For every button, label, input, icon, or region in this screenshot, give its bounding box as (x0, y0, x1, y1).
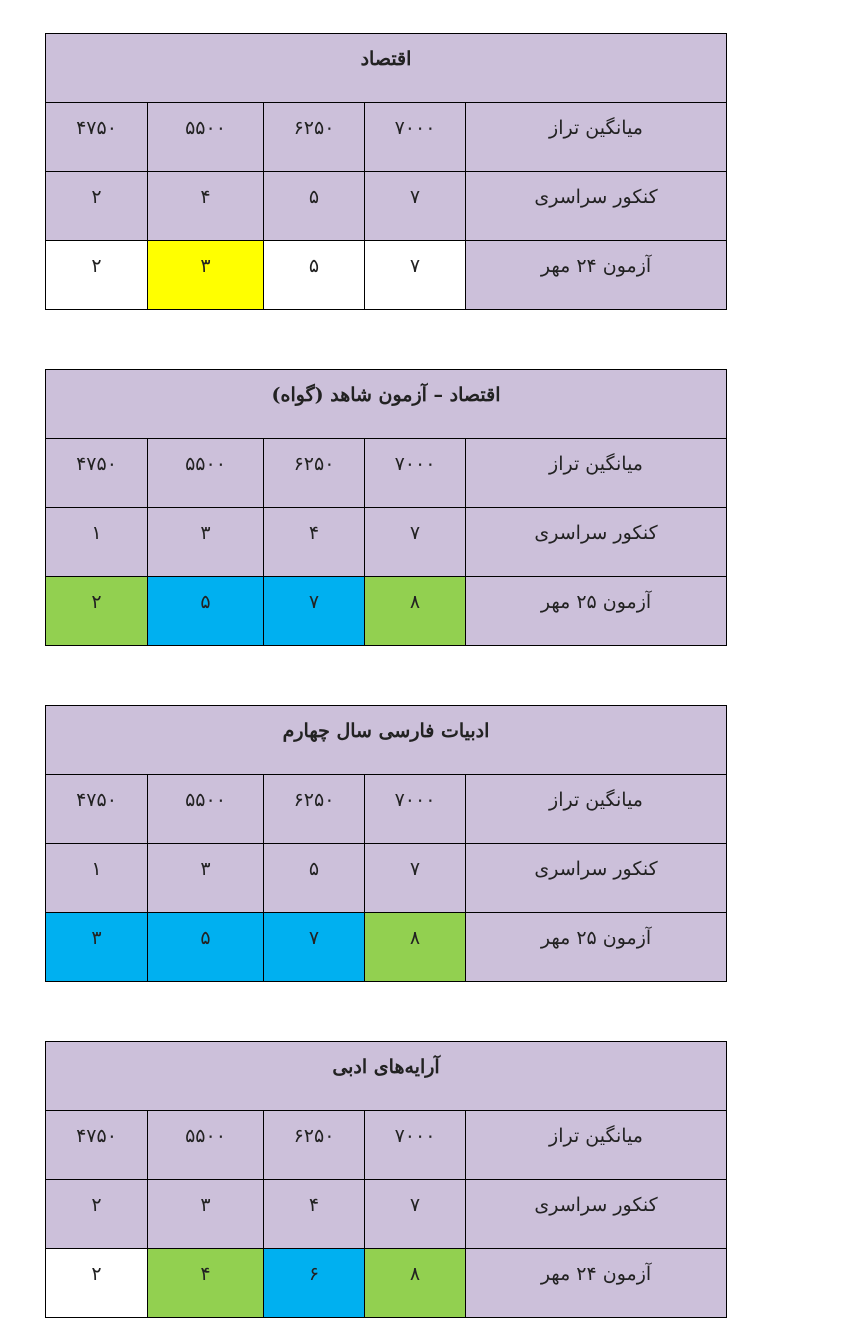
level-cell: ۷۰۰۰ (365, 439, 466, 508)
row-label: کنکور سراسری (466, 1180, 727, 1249)
level-cell: ۵۵۰۰ (148, 103, 264, 172)
level-cell: ۶۲۵۰ (264, 103, 365, 172)
exam-cell: ۵ (264, 241, 365, 310)
row-label: آزمون ۲۵ مهر (466, 913, 727, 982)
level-cell: ۶۲۵۰ (264, 439, 365, 508)
exam-cell: ۴ (148, 1249, 264, 1318)
level-cell: ۷۰۰۰ (365, 775, 466, 844)
konkur-cell: ۱ (46, 844, 148, 913)
konkur-cell: ۳ (148, 1180, 264, 1249)
level-cell: ۴۷۵۰ (46, 439, 148, 508)
table-title: اقتصاد – آزمون شاهد (گواه) (46, 370, 727, 439)
score-table-persian-literature (45, 705, 727, 982)
konkur-cell: ۳ (148, 508, 264, 577)
table-title-row (46, 1042, 727, 1111)
konkur-cell: ۵ (264, 844, 365, 913)
konkur-cell: ۴ (264, 1180, 365, 1249)
konkur-cell: ۷ (365, 1180, 466, 1249)
table-title-row (46, 706, 727, 775)
score-table-economics-control (45, 369, 727, 646)
level-cell: ۷۰۰۰ (365, 103, 466, 172)
exam-cell: ۲ (46, 241, 148, 310)
exam-cell: ۷ (264, 577, 365, 646)
exam-cell: ۳ (46, 913, 148, 982)
score-table-economics (45, 33, 727, 310)
konkur-cell: ۷ (365, 172, 466, 241)
konkur-row (46, 1180, 727, 1249)
exam-row (46, 913, 727, 982)
row-label: کنکور سراسری (466, 844, 727, 913)
konkur-row (46, 508, 727, 577)
exam-cell: ۳ (148, 241, 264, 310)
konkur-cell: ۱ (46, 508, 148, 577)
level-cell: ۴۷۵۰ (46, 775, 148, 844)
konkur-cell: ۷ (365, 844, 466, 913)
exam-cell: ۲ (46, 577, 148, 646)
level-cell: ۵۵۰۰ (148, 439, 264, 508)
level-cell: ۷۰۰۰ (365, 1111, 466, 1180)
exam-row (46, 241, 727, 310)
exam-cell: ۵ (148, 913, 264, 982)
level-cell: ۴۷۵۰ (46, 1111, 148, 1180)
konkur-row (46, 844, 727, 913)
table-title: آرایه‌های ادبی (46, 1042, 727, 1111)
exam-cell: ۷ (264, 913, 365, 982)
row-label: آزمون ۲۵ مهر (466, 577, 727, 646)
konkur-cell: ۴ (148, 172, 264, 241)
row-label: کنکور سراسری (466, 508, 727, 577)
exam-row (46, 1249, 727, 1318)
konkur-cell: ۳ (148, 844, 264, 913)
row-label: میانگین تراز (466, 103, 727, 172)
row-label: میانگین تراز (466, 1111, 727, 1180)
table-title: اقتصاد (46, 34, 727, 103)
table-title: ادبیات فارسی سال چهارم (46, 706, 727, 775)
table-title-row (46, 370, 727, 439)
exam-cell: ۷ (365, 241, 466, 310)
konkur-cell: ۲ (46, 1180, 148, 1249)
konkur-cell: ۴ (264, 508, 365, 577)
row-label: کنکور سراسری (466, 172, 727, 241)
row-label: میانگین تراز (466, 775, 727, 844)
level-cell: ۶۲۵۰ (264, 1111, 365, 1180)
level-cell: ۵۵۰۰ (148, 1111, 264, 1180)
exam-cell: ۸ (365, 577, 466, 646)
level-row (46, 1111, 727, 1180)
table-title-row (46, 34, 727, 103)
konkur-cell: ۲ (46, 172, 148, 241)
exam-cell: ۸ (365, 913, 466, 982)
row-label: میانگین تراز (466, 439, 727, 508)
score-table-literary-devices (45, 1041, 727, 1318)
konkur-cell: ۷ (365, 508, 466, 577)
exam-row (46, 577, 727, 646)
exam-cell: ۸ (365, 1249, 466, 1318)
level-row (46, 439, 727, 508)
level-cell: ۴۷۵۰ (46, 103, 148, 172)
level-cell: ۵۵۰۰ (148, 775, 264, 844)
row-label: آزمون ۲۴ مهر (466, 241, 727, 310)
exam-cell: ۲ (46, 1249, 148, 1318)
level-row (46, 775, 727, 844)
level-cell: ۶۲۵۰ (264, 775, 365, 844)
exam-cell: ۵ (148, 577, 264, 646)
konkur-row (46, 172, 727, 241)
exam-cell: ۶ (264, 1249, 365, 1318)
konkur-cell: ۵ (264, 172, 365, 241)
row-label: آزمون ۲۴ مهر (466, 1249, 727, 1318)
level-row (46, 103, 727, 172)
